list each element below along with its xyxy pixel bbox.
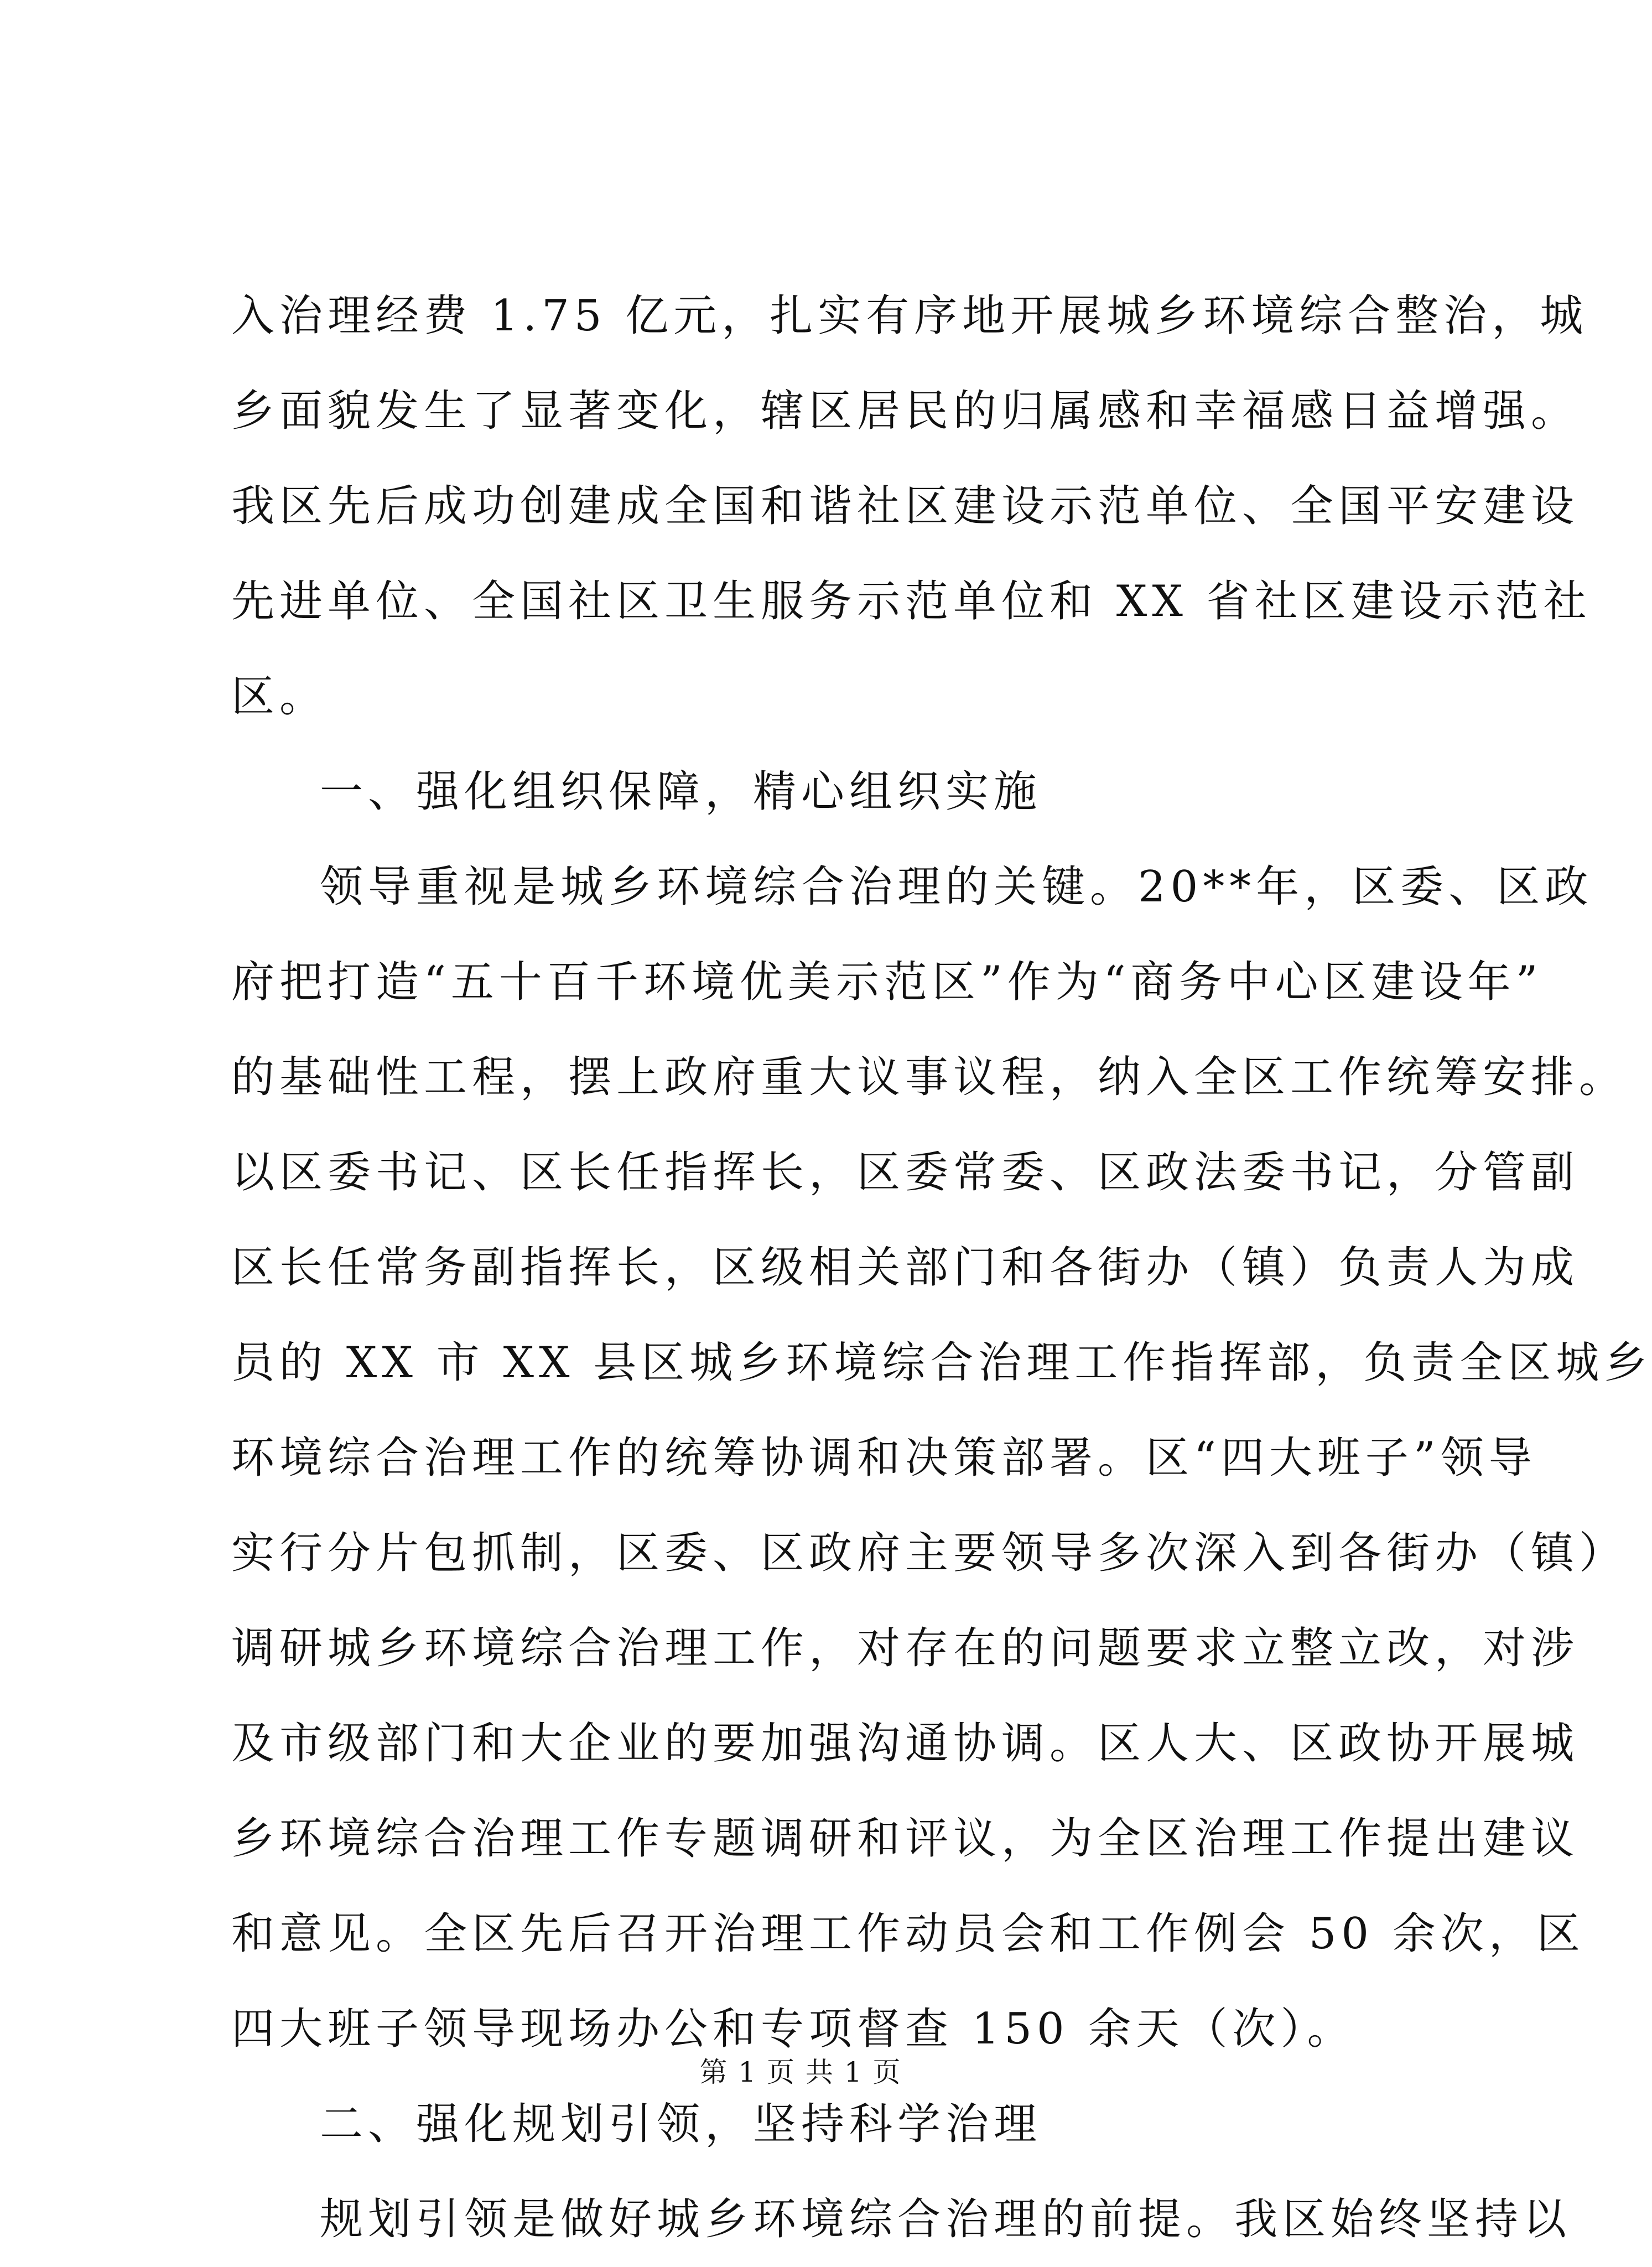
paragraph-line: 的基础性工程，摆上政府重大议事议程，纳入全区工作统筹安排。 <box>231 1052 1628 1102</box>
paragraph-line: 规划引领是做好城乡环境综合治理的前提。我区始终坚持以 <box>320 2195 1572 2244</box>
paragraph-line: 先进单位、全国社区卫生服务示范单位和 XX 省社区建设示范社 <box>231 577 1592 626</box>
paragraph-line: 员的 XX 市 XX 县区城乡环境综合治理工作指挥部，负责全区城乡 <box>231 1338 1652 1388</box>
paragraph-line: 领导重视是城乡环境综合治理的关键。20**年，区委、区政 <box>320 862 1593 912</box>
paragraph-line: 实行分片包抓制，区委、区政府主要领导多次深入到各街办（镇） <box>231 1528 1628 1578</box>
section-heading: 一、强化组织保障，精心组织实施 <box>320 767 1042 817</box>
paragraph-line: 我区先后成功创建成全国和谐社区建设示范单位、全国平安建设 <box>231 481 1580 531</box>
paragraph-line: 乡面貌发生了显著变化，辖区居民的归属感和幸福感日益增强。 <box>231 386 1580 436</box>
page-number-footer: 第 1 页 共 1 页 <box>699 2056 902 2088</box>
paragraph-line: 环境综合治理工作的统筹协调和决策部署。区“四大班子”领导 <box>231 1433 1537 1483</box>
paragraph-line: 四大班子领导现场办公和专项督查 150 余天（次）。 <box>231 2004 1355 2054</box>
section-heading: 二、强化规划引领，坚持科学治理 <box>320 2099 1042 2149</box>
paragraph-line: 及市级部门和大企业的要加强沟通协调。区人大、区政协开展城 <box>231 1719 1580 1768</box>
paragraph-line: 府把打造“五十百千环境优美示范区”作为“商务中心区建设年” <box>231 957 1543 1007</box>
paragraph-line: 调研城乡环境综合治理工作，对存在的问题要求立整立改，对涉 <box>231 1623 1580 1673</box>
paragraph-line: 区。 <box>231 672 328 722</box>
paragraph-line: 乡环境综合治理工作专题调研和评议，为全区治理工作提出建议 <box>231 1814 1580 1864</box>
paragraph-line: 以区委书记、区长任指挥长，区委常委、区政法委书记，分管副 <box>231 1148 1580 1197</box>
paragraph-line: 区长任常务副指挥长，区级相关部门和各街办（镇）负责人为成 <box>231 1243 1580 1293</box>
paragraph-line: 和意见。全区先后召开治理工作动员会和工作例会 50 余次，区 <box>231 1909 1585 1959</box>
document-body <box>231 268 1652 2267</box>
paragraph-line: 入治理经费 1.75 亿元，扎实有序地开展城乡环境综合整治，城 <box>231 291 1588 341</box>
